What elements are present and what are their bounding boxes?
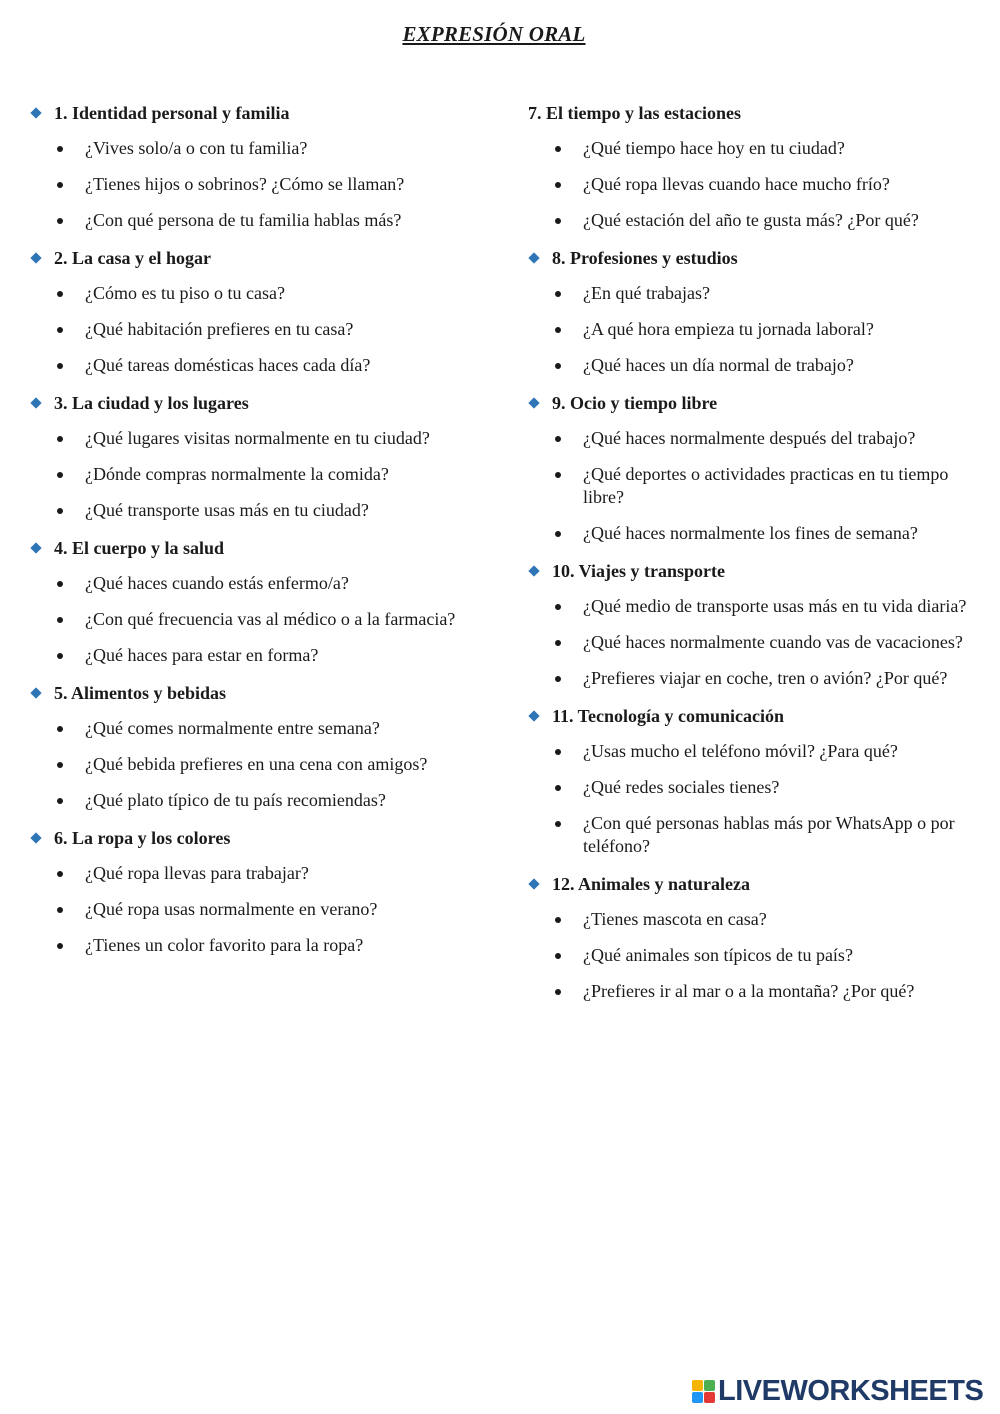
question-list xyxy=(30,137,480,232)
topic-heading xyxy=(528,245,978,271)
question-item xyxy=(528,354,978,377)
question-item xyxy=(528,282,978,305)
question-text: ¿Dónde compras normalmente la comida? xyxy=(85,464,389,484)
topic-section xyxy=(30,390,480,522)
bullet-dot-icon xyxy=(555,676,561,682)
diamond-bullet-icon xyxy=(528,252,539,263)
question-text: ¿Qué tiempo hace hoy en tu ciudad? xyxy=(583,138,845,158)
question-list xyxy=(30,862,480,957)
question-item xyxy=(30,862,480,885)
bullet-dot-icon xyxy=(57,291,63,297)
question-text: ¿Vives solo/a o con tu familia? xyxy=(85,138,308,158)
topic-heading-text: 5. Alimentos y bebidas xyxy=(54,683,227,703)
question-list xyxy=(30,282,480,377)
topic-heading-text: 11. Tecnología y comunicación xyxy=(552,706,785,726)
bullet-dot-icon xyxy=(57,726,63,732)
diamond-bullet-icon xyxy=(528,878,539,889)
question-text: ¿Qué haces cuando estás enfermo/a? xyxy=(85,573,349,593)
bullet-dot-icon xyxy=(57,871,63,877)
bullet-dot-icon xyxy=(555,953,561,959)
topic-heading xyxy=(528,390,978,416)
question-text: ¿Qué habitación prefieres en tu casa? xyxy=(85,319,354,339)
question-text: ¿Usas mucho el teléfono móvil? ¿Para qué? xyxy=(583,741,898,761)
question-item xyxy=(528,631,978,654)
topic-heading-text: 1. Identidad personal y familia xyxy=(54,103,290,123)
question-text: ¿Qué animales son típicos de tu país? xyxy=(583,945,853,965)
left-column xyxy=(30,100,480,970)
bullet-dot-icon xyxy=(57,581,63,587)
topic-heading xyxy=(30,680,480,706)
bullet-dot-icon xyxy=(57,798,63,804)
question-item xyxy=(528,209,978,232)
topic-section xyxy=(30,825,480,957)
liveworksheets-logo[interactable] xyxy=(692,1376,983,1406)
question-text: ¿Con qué personas hablas más por WhatsApp o por teléfono? xyxy=(583,813,955,856)
topic-section xyxy=(30,100,480,232)
topic-section xyxy=(528,100,978,232)
question-text: ¿Qué tareas domésticas haces cada día? xyxy=(85,355,371,375)
bullet-dot-icon xyxy=(57,182,63,188)
question-list xyxy=(30,427,480,522)
question-list xyxy=(528,427,978,545)
question-list xyxy=(528,740,978,858)
bullet-dot-icon xyxy=(57,508,63,514)
question-list xyxy=(528,282,978,377)
question-item xyxy=(528,667,978,690)
question-item xyxy=(30,427,480,450)
question-item xyxy=(30,463,480,486)
diamond-bullet-icon xyxy=(30,832,41,843)
question-item xyxy=(30,318,480,341)
question-item xyxy=(30,644,480,667)
question-text: ¿Qué haces normalmente los fines de semana? xyxy=(583,523,918,543)
question-text: ¿Prefieres viajar en coche, tren o avión? ¿Por qué? xyxy=(583,668,948,688)
topic-heading-text: 6. La ropa y los colores xyxy=(54,828,231,848)
diamond-bullet-icon xyxy=(30,687,41,698)
question-item xyxy=(30,354,480,377)
topic-heading-text: 10. Viajes y transporte xyxy=(552,561,725,581)
bullet-dot-icon xyxy=(57,363,63,369)
question-item xyxy=(528,908,978,931)
question-list xyxy=(30,572,480,667)
question-text: ¿Qué haces normalmente cuando vas de vacaciones? xyxy=(583,632,963,652)
topic-heading-text: 3. La ciudad y los lugares xyxy=(54,393,249,413)
topic-section xyxy=(528,558,978,690)
right-column xyxy=(528,100,978,1016)
question-text: ¿Qué ropa usas normalmente en verano? xyxy=(85,899,378,919)
topic-section xyxy=(528,871,978,1003)
bullet-dot-icon xyxy=(555,363,561,369)
logo-text: LIVEWORKSHEETS xyxy=(718,1374,984,1407)
bullet-dot-icon xyxy=(555,291,561,297)
question-item xyxy=(30,608,480,631)
question-text: ¿En qué trabajas? xyxy=(583,283,710,303)
question-item xyxy=(528,944,978,967)
question-text: ¿Qué haces un día normal de trabajo? xyxy=(583,355,854,375)
diamond-bullet-icon xyxy=(528,710,539,721)
question-text: ¿Qué lugares visitas normalmente en tu ciudad? xyxy=(85,428,430,448)
diamond-bullet-icon xyxy=(30,397,41,408)
bullet-dot-icon xyxy=(555,604,561,610)
bullet-dot-icon xyxy=(555,182,561,188)
question-item xyxy=(528,463,978,509)
question-text: ¿Con qué persona de tu familia hablas más? xyxy=(85,210,402,230)
topic-section xyxy=(528,703,978,858)
question-text: ¿Qué estación del año te gusta más? ¿Por qué? xyxy=(583,210,919,230)
question-text: ¿Qué haces para estar en forma? xyxy=(85,645,319,665)
bullet-dot-icon xyxy=(555,327,561,333)
question-item xyxy=(528,812,978,858)
topic-heading-text: 4. El cuerpo y la salud xyxy=(54,538,225,558)
question-item xyxy=(30,209,480,232)
topic-heading-text: 9. Ocio y tiempo libre xyxy=(552,393,718,413)
bullet-dot-icon xyxy=(555,640,561,646)
diamond-bullet-icon xyxy=(528,565,539,576)
bullet-dot-icon xyxy=(57,907,63,913)
bullet-dot-icon xyxy=(555,146,561,152)
question-text: ¿Qué ropa llevas cuando hace mucho frío? xyxy=(583,174,890,194)
question-item xyxy=(528,427,978,450)
question-list xyxy=(528,137,978,232)
bullet-dot-icon xyxy=(555,472,561,478)
question-text: ¿Con qué frecuencia vas al médico o a la farmacia? xyxy=(85,609,456,629)
bullet-dot-icon xyxy=(555,749,561,755)
bullet-dot-icon xyxy=(555,989,561,995)
question-item xyxy=(30,137,480,160)
question-item xyxy=(30,934,480,957)
bullet-dot-icon xyxy=(555,917,561,923)
question-item xyxy=(528,137,978,160)
topic-heading xyxy=(528,703,978,729)
bullet-dot-icon xyxy=(57,653,63,659)
question-item xyxy=(528,522,978,545)
diamond-bullet-icon xyxy=(30,542,41,553)
question-text: ¿Tienes un color favorito para la ropa? xyxy=(85,935,364,955)
question-text: ¿Qué redes sociales tienes? xyxy=(583,777,780,797)
diamond-bullet-icon xyxy=(528,397,539,408)
topic-section xyxy=(30,680,480,812)
topic-section xyxy=(30,535,480,667)
bullet-dot-icon xyxy=(57,218,63,224)
bullet-dot-icon xyxy=(57,762,63,768)
topic-heading-text: 12. Animales y naturaleza xyxy=(552,874,750,894)
question-item xyxy=(30,717,480,740)
question-text: ¿Qué plato típico de tu país recomiendas? xyxy=(85,790,386,810)
topic-section xyxy=(30,245,480,377)
bullet-dot-icon xyxy=(555,218,561,224)
bullet-dot-icon xyxy=(555,531,561,537)
topic-section xyxy=(528,245,978,377)
question-text: ¿Qué haces normalmente después del trabajo? xyxy=(583,428,916,448)
page-title: EXPRESIÓN ORAL xyxy=(402,22,586,46)
bullet-dot-icon xyxy=(555,821,561,827)
question-text: ¿Qué comes normalmente entre semana? xyxy=(85,718,380,738)
question-item xyxy=(528,980,978,1003)
topic-heading xyxy=(528,100,978,126)
bullet-dot-icon xyxy=(57,436,63,442)
question-text: ¿Qué transporte usas más en tu ciudad? xyxy=(85,500,369,520)
bullet-dot-icon xyxy=(57,327,63,333)
topic-heading xyxy=(30,245,480,271)
question-list xyxy=(528,595,978,690)
question-item xyxy=(528,740,978,763)
question-item xyxy=(528,173,978,196)
liveworksheets-logo-icon xyxy=(692,1380,715,1403)
question-item xyxy=(30,173,480,196)
bullet-dot-icon xyxy=(57,617,63,623)
question-item xyxy=(30,499,480,522)
topic-heading xyxy=(30,100,480,126)
question-text: ¿Qué ropa llevas para trabajar? xyxy=(85,863,309,883)
question-text: ¿A qué hora empieza tu jornada laboral? xyxy=(583,319,874,339)
topic-heading-text: 2. La casa y el hogar xyxy=(54,248,211,268)
question-text: ¿Tienes mascota en casa? xyxy=(583,909,767,929)
topic-heading xyxy=(528,871,978,897)
topic-heading xyxy=(30,390,480,416)
bullet-dot-icon xyxy=(57,146,63,152)
bullet-dot-icon xyxy=(57,472,63,478)
question-item xyxy=(30,753,480,776)
question-item xyxy=(30,282,480,305)
topic-section xyxy=(528,390,978,545)
topic-heading xyxy=(528,558,978,584)
topic-heading xyxy=(30,825,480,851)
question-text: ¿Qué bebida prefieres en una cena con amigos? xyxy=(85,754,428,774)
question-text: ¿Cómo es tu piso o tu casa? xyxy=(85,283,285,303)
question-text: ¿Tienes hijos o sobrinos? ¿Cómo se llaman? xyxy=(85,174,405,194)
question-text: ¿Qué deportes o actividades practicas en tu tiempo libre? xyxy=(583,464,949,507)
question-item xyxy=(528,318,978,341)
question-item xyxy=(528,595,978,618)
bullet-dot-icon xyxy=(555,436,561,442)
question-text: ¿Qué medio de transporte usas más en tu vida diaria? xyxy=(583,596,967,616)
question-item xyxy=(30,572,480,595)
bullet-dot-icon xyxy=(57,943,63,949)
topic-heading-text: 8. Profesiones y estudios xyxy=(552,248,738,268)
diamond-bullet-icon xyxy=(30,252,41,263)
question-item xyxy=(528,776,978,799)
question-item xyxy=(30,789,480,812)
topic-heading-text: 7. El tiempo y las estaciones xyxy=(528,103,741,123)
question-list xyxy=(528,908,978,1003)
question-text: ¿Prefieres ir al mar o a la montaña? ¿Por qué? xyxy=(583,981,915,1001)
question-item xyxy=(30,898,480,921)
topic-heading xyxy=(30,535,480,561)
question-list xyxy=(30,717,480,812)
bullet-dot-icon xyxy=(555,785,561,791)
diamond-bullet-icon xyxy=(30,107,41,118)
